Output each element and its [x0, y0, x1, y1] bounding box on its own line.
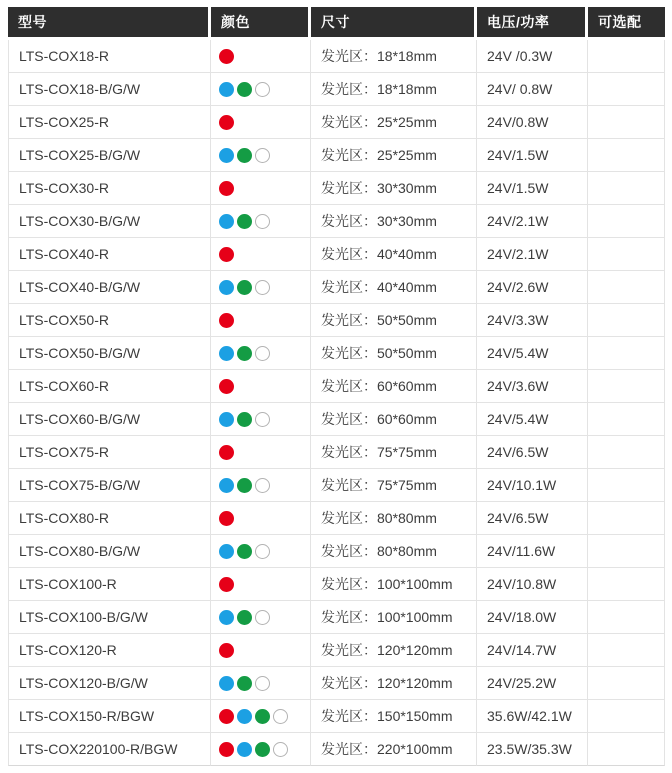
table-row [8, 535, 665, 568]
table-row [8, 700, 665, 733]
table-row [8, 370, 665, 403]
power-cell: 24V/5.4W [477, 337, 588, 370]
optional-cell [588, 205, 665, 238]
red-color-dot-icon [219, 313, 234, 328]
model-cell: LTS-COX80-B/G/W [8, 535, 211, 568]
size-cell: 发光区：120*120mm [311, 667, 477, 700]
color-cell [211, 205, 311, 238]
size-cell: 发光区：100*100mm [311, 568, 477, 601]
table-row [8, 634, 665, 667]
model-cell: LTS-COX25-B/G/W [8, 139, 211, 172]
blue-color-dot-icon [219, 148, 234, 163]
model-cell: LTS-COX80-R [8, 502, 211, 535]
power-cell: 24V/2.1W [477, 238, 588, 271]
white-color-dot-icon [255, 478, 270, 493]
model-cell: LTS-COX50-R [8, 304, 211, 337]
table-row [8, 568, 665, 601]
color-cell [211, 502, 311, 535]
red-color-dot-icon [219, 247, 234, 262]
green-color-dot-icon [237, 148, 252, 163]
blue-color-dot-icon [237, 742, 252, 757]
table-row [8, 73, 665, 106]
green-color-dot-icon [255, 742, 270, 757]
power-cell: 24V /0.3W [477, 40, 588, 73]
blue-color-dot-icon [219, 82, 234, 97]
model-cell: LTS-COX100-R [8, 568, 211, 601]
spec-table [8, 7, 665, 766]
green-color-dot-icon [237, 478, 252, 493]
table-row [8, 667, 665, 700]
model-cell: LTS-COX75-R [8, 436, 211, 469]
red-color-dot-icon [219, 709, 234, 724]
power-cell: 24V/ 0.8W [477, 73, 588, 106]
optional-cell [588, 337, 665, 370]
power-cell: 24V/0.8W [477, 106, 588, 139]
power-cell: 24V/1.5W [477, 172, 588, 205]
table-row [8, 601, 665, 634]
model-cell: LTS-COX220100-R/BGW [8, 733, 211, 766]
green-color-dot-icon [237, 412, 252, 427]
optional-cell [588, 172, 665, 205]
power-cell: 24V/2.1W [477, 205, 588, 238]
color-cell [211, 337, 311, 370]
optional-cell [588, 238, 665, 271]
size-cell: 发光区：80*80mm [311, 502, 477, 535]
power-cell: 24V/6.5W [477, 502, 588, 535]
green-color-dot-icon [237, 346, 252, 361]
green-color-dot-icon [237, 544, 252, 559]
red-color-dot-icon [219, 742, 234, 757]
green-color-dot-icon [237, 676, 252, 691]
optional-cell [588, 73, 665, 106]
color-cell [211, 469, 311, 502]
red-color-dot-icon [219, 379, 234, 394]
color-cell [211, 634, 311, 667]
power-cell: 24V/2.6W [477, 271, 588, 304]
color-cell [211, 403, 311, 436]
size-cell: 发光区：60*60mm [311, 370, 477, 403]
blue-color-dot-icon [219, 280, 234, 295]
optional-cell [588, 403, 665, 436]
table-row [8, 304, 665, 337]
color-cell [211, 370, 311, 403]
optional-cell [588, 271, 665, 304]
model-cell: LTS-COX60-B/G/W [8, 403, 211, 436]
size-cell: 发光区：18*18mm [311, 40, 477, 73]
table-row [8, 469, 665, 502]
color-cell [211, 172, 311, 205]
white-color-dot-icon [255, 280, 270, 295]
size-cell: 发光区：100*100mm [311, 601, 477, 634]
table-row [8, 172, 665, 205]
white-color-dot-icon [273, 709, 288, 724]
size-cell: 发光区：30*30mm [311, 205, 477, 238]
green-color-dot-icon [237, 82, 252, 97]
size-cell: 发光区：40*40mm [311, 271, 477, 304]
optional-cell [588, 667, 665, 700]
model-cell: LTS-COX30-R [8, 172, 211, 205]
green-color-dot-icon [255, 709, 270, 724]
optional-cell [588, 40, 665, 73]
power-cell: 35.6W/42.1W [477, 700, 588, 733]
blue-color-dot-icon [237, 709, 252, 724]
red-color-dot-icon [219, 115, 234, 130]
table-header-row [8, 7, 665, 37]
power-cell: 24V/6.5W [477, 436, 588, 469]
model-cell: LTS-COX120-R [8, 634, 211, 667]
table-row [8, 733, 665, 766]
optional-cell [588, 634, 665, 667]
white-color-dot-icon [255, 610, 270, 625]
white-color-dot-icon [273, 742, 288, 757]
model-cell: LTS-COX25-R [8, 106, 211, 139]
size-cell: 发光区：50*50mm [311, 304, 477, 337]
blue-color-dot-icon [219, 214, 234, 229]
optional-cell [588, 436, 665, 469]
optional-cell [588, 469, 665, 502]
blue-color-dot-icon [219, 676, 234, 691]
optional-cell [588, 733, 665, 766]
color-cell [211, 700, 311, 733]
power-cell: 24V/3.3W [477, 304, 588, 337]
color-cell [211, 568, 311, 601]
color-cell [211, 601, 311, 634]
color-cell [211, 106, 311, 139]
model-cell: LTS-COX150-R/BGW [8, 700, 211, 733]
size-cell: 发光区：75*75mm [311, 469, 477, 502]
red-color-dot-icon [219, 577, 234, 592]
size-cell: 发光区：220*100mm [311, 733, 477, 766]
model-cell: LTS-COX18-B/G/W [8, 73, 211, 106]
size-cell: 发光区：25*25mm [311, 139, 477, 172]
blue-color-dot-icon [219, 346, 234, 361]
header-model: 型号 [8, 7, 211, 37]
size-cell: 发光区：40*40mm [311, 238, 477, 271]
optional-cell [588, 568, 665, 601]
optional-cell [588, 700, 665, 733]
size-cell: 发光区：150*150mm [311, 700, 477, 733]
white-color-dot-icon [255, 148, 270, 163]
power-cell: 24V/11.6W [477, 535, 588, 568]
size-cell: 发光区：18*18mm [311, 73, 477, 106]
power-cell: 24V/25.2W [477, 667, 588, 700]
optional-cell [588, 601, 665, 634]
model-cell: LTS-COX60-R [8, 370, 211, 403]
red-color-dot-icon [219, 511, 234, 526]
size-cell: 发光区：50*50mm [311, 337, 477, 370]
color-cell [211, 535, 311, 568]
color-cell [211, 436, 311, 469]
model-cell: LTS-COX50-B/G/W [8, 337, 211, 370]
size-cell: 发光区：60*60mm [311, 403, 477, 436]
power-cell: 24V/10.1W [477, 469, 588, 502]
header-power: 电压/功率 [477, 7, 588, 37]
table-row [8, 403, 665, 436]
model-cell: LTS-COX40-B/G/W [8, 271, 211, 304]
size-cell: 发光区：120*120mm [311, 634, 477, 667]
power-cell: 23.5W/35.3W [477, 733, 588, 766]
blue-color-dot-icon [219, 412, 234, 427]
header-size: 尺寸 [311, 7, 477, 37]
table-row [8, 106, 665, 139]
model-cell: LTS-COX100-B/G/W [8, 601, 211, 634]
white-color-dot-icon [255, 214, 270, 229]
power-cell: 24V/1.5W [477, 139, 588, 172]
color-cell [211, 733, 311, 766]
color-cell [211, 139, 311, 172]
optional-cell [588, 535, 665, 568]
size-cell: 发光区：25*25mm [311, 106, 477, 139]
power-cell: 24V/10.8W [477, 568, 588, 601]
optional-cell [588, 370, 665, 403]
table-row [8, 337, 665, 370]
table-body [8, 37, 665, 766]
table-row [8, 40, 665, 73]
power-cell: 24V/3.6W [477, 370, 588, 403]
model-cell: LTS-COX75-B/G/W [8, 469, 211, 502]
power-cell: 24V/5.4W [477, 403, 588, 436]
blue-color-dot-icon [219, 478, 234, 493]
model-cell: LTS-COX30-B/G/W [8, 205, 211, 238]
white-color-dot-icon [255, 82, 270, 97]
header-optional: 可选配 [588, 7, 665, 37]
red-color-dot-icon [219, 181, 234, 196]
optional-cell [588, 139, 665, 172]
size-cell: 发光区：30*30mm [311, 172, 477, 205]
optional-cell [588, 304, 665, 337]
table-row [8, 502, 665, 535]
power-cell: 24V/14.7W [477, 634, 588, 667]
size-cell: 发光区：75*75mm [311, 436, 477, 469]
power-cell: 24V/18.0W [477, 601, 588, 634]
green-color-dot-icon [237, 280, 252, 295]
table-row [8, 139, 665, 172]
white-color-dot-icon [255, 544, 270, 559]
blue-color-dot-icon [219, 544, 234, 559]
color-cell [211, 271, 311, 304]
model-cell: LTS-COX40-R [8, 238, 211, 271]
color-cell [211, 238, 311, 271]
blue-color-dot-icon [219, 610, 234, 625]
model-cell: LTS-COX18-R [8, 40, 211, 73]
table-row [8, 436, 665, 469]
table-row [8, 271, 665, 304]
red-color-dot-icon [219, 643, 234, 658]
color-cell [211, 73, 311, 106]
table-row [8, 238, 665, 271]
model-cell: LTS-COX120-B/G/W [8, 667, 211, 700]
red-color-dot-icon [219, 49, 234, 64]
size-cell: 发光区：80*80mm [311, 535, 477, 568]
color-cell [211, 304, 311, 337]
header-color: 颜色 [211, 7, 311, 37]
white-color-dot-icon [255, 676, 270, 691]
color-cell [211, 667, 311, 700]
white-color-dot-icon [255, 412, 270, 427]
red-color-dot-icon [219, 445, 234, 460]
color-cell [211, 40, 311, 73]
white-color-dot-icon [255, 346, 270, 361]
green-color-dot-icon [237, 214, 252, 229]
optional-cell [588, 106, 665, 139]
green-color-dot-icon [237, 610, 252, 625]
table-row [8, 205, 665, 238]
optional-cell [588, 502, 665, 535]
